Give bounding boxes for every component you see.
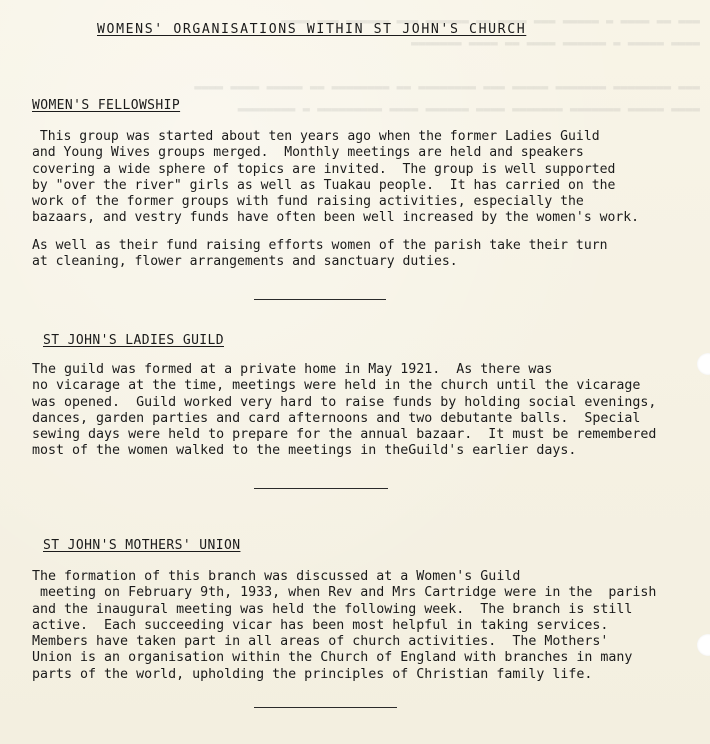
section-divider [254, 488, 388, 489]
page-title: WOMENS' ORGANISATIONS WITHIN ST JOHN'S CHURCH [97, 22, 527, 37]
punch-hole [697, 353, 710, 375]
section-paragraph-mothers-union: The formation of this branch was discussed at a Women's Guild meeting on February 9th, 1933, when Rev and Mrs Cartridge were in the parish and the inaugural meeting was held the following week. The branch is still active. Each succeeding vicar has been most helpful in taking services. Members have taken part in all areas of church activities. The Mothers' Union is an organisation within the Church of England with branches in many parts of the world, upholding the principles of Christian family life. [32, 569, 657, 682]
section-heading-ladies-guild: ST JOHN'S LADIES GUILD [43, 333, 224, 348]
show-through-texture: ▬▬▬ ▬▬ ▬▬▬▬ ▬ ▬▬▬▬▬ ▬▬▬ ▬▬▬▬ ▬▬ ▬▬▬▬▬▬ ▬▬▬ ▬▬▬▬▬▬ ▬▬▬ ▬▬▬▬ ▬▬▬▬ ▬▬▬▬▬ ▬ ▬▬▬▬▬▬ ▬▬▬▬ ▬▬ ▬▬▬▬ ▬▬▬▬▬▬▬ ▬▬▬ ▬▬▬▬▬▬▬▬ ▬▬▬▬▬▬▬ ▬▬▬▬▬ ▬▬▬ ▬▬▬▬▬▬▬▬ ▬▬ ▬▬▬▬▬▬▬▬ ▬▬ ▬▬▬▬▬ ▬▬▬▬ ▬▬▬▬ ▬▬▬▬ ▬▬▬▬▬ ▬▬▬▬▬▬▬ ▬▬▬▬▬▬▬ ▬▬▬▬ ▬▬▬▬▬▬ ▬▬▬▬ ▬▬▬▬▬▬▬▬▬ ▬ ▬▬▬▬▬▬▬▬ [194, 14, 700, 116]
punch-hole [697, 634, 710, 656]
section-heading-mothers-union: ST JOHN'S MOTHERS' UNION [43, 538, 241, 553]
section-divider [254, 707, 397, 708]
section-heading-womens-fellowship: WOMEN'S FELLOWSHIP [32, 98, 181, 113]
section-paragraph-ladies-guild: The guild was formed at a private home in May 1921. As there was no vicarage at the time, meetings were held in the church until the vicarage was opened. Guild worked very hard to raise funds by holding social evenings, dances, garden parties and card afternoons and two debutante balls. Special sewing days were held to prepare for the annual bazaar. It must be remembered most of the women walked to the meetings in theGuild's earlier days. [32, 362, 657, 459]
section-paragraph-fellowship-history: This group was started about ten years ago when the former Ladies Guild and Young Wives groups merged. Monthly meetings are held and speakers covering a wide sphere of topics are invited. The group is well supported by "over the river" girls as well as Tuakau people. It has carried on the work of the former groups with fund raising activities, especially the bazaars, and vestry funds have often been well increased by the women's work. [32, 129, 639, 226]
section-divider [254, 299, 386, 300]
section-paragraph-fellowship-duties: As well as their fund raising efforts women of the parish take their turn at cleaning, flower arrangements and sanctuary duties. [32, 238, 608, 270]
